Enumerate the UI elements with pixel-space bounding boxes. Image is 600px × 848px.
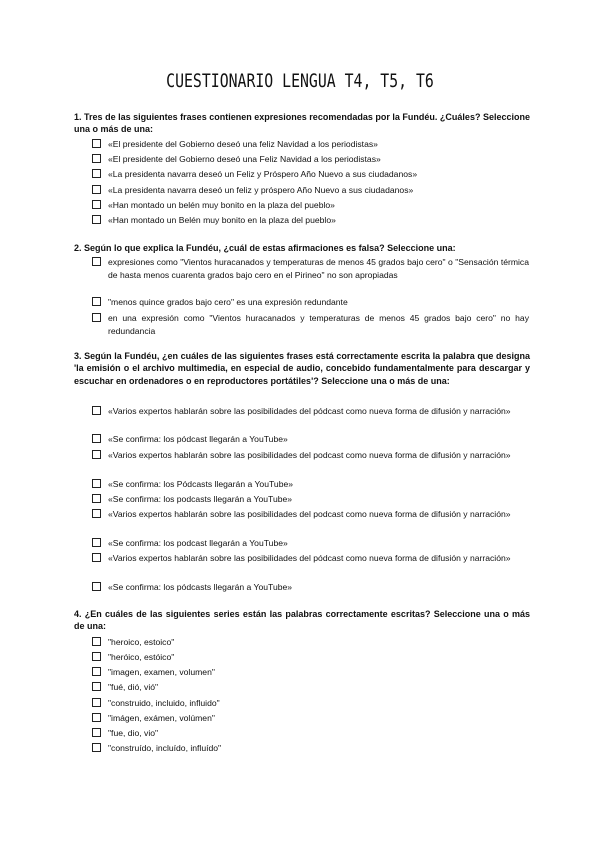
checkbox[interactable] bbox=[92, 509, 101, 518]
checkbox[interactable] bbox=[92, 313, 101, 322]
checkbox[interactable] bbox=[92, 667, 101, 676]
checkbox[interactable] bbox=[92, 582, 101, 591]
checkbox[interactable] bbox=[92, 713, 101, 722]
document-page: CUESTIONARIO LENGUA T4, T5, T6 1. Tres de las siguientes frases contienen expresiones recomendadas por la Fundéu. ¿Cuáles? Seleccione una o más de una: «El presidente del Gobierno deseó una feliz Navidad a los periodistas» «El presidente del Gobierno deseó una Feliz Navidad a los periodistas» «La presidenta navarra deseó un Feliz y Próspero Año Nuevo a sus ciudadanos» «La presidenta navarra deseó un feliz y próspero Año Nuevo a sus ciudadanos» «Han montado un belén muy bonito en la plaza del pueblo» «Han montado un Belén muy bonito en la plaza del pueblo» 2. Según lo que explica la Fundéu, ¿cuál de estas afirmaciones es falsa? Seleccione una: expresiones como "Vientos huracanados y temperaturas de menos 45 grados bajo cero" o "Sensación térmica de hasta menos cuarenta grados bajo cero en el Pirineo" no son apropiadas "menos quince grados bajo cero" es una expresión redundante en una expresión como "Vientos huracanados y temperaturas de menos 45 grados bajo cero" no hay redundancia 3. Según la Fundéu, ¿en cuáles de las siguientes frases está correctamente escrita la palabra que designa 'la emisión o el archivo multimedia, en especial de audio, concebido fundamentalmente para descargar y escuchar en ordenadores o en reproductores portátiles'? Seleccione una o más de una: «Varios expertos hablarán sobre las posibilidades del pódcast como nueva forma de difusión y narración» «Se confirma: los pódcast llegarán a YouTube» «Varios expertos hablarán sobre las posibilidades del podcast como nueva forma de difusión y narración» «Se confirma: los Pódcasts llegarán a YouTube» «Se confirma: los podcasts llegarán a YouTube» «Varios expertos hablarán sobre las posibilidades del podcast como nueva forma de difusión y narración» «Se confirma: los podcast llegarán a YouTube» «Varios expertos hablarán sobre las posibilidades del pódcast como nueva forma de difusión y narración» «Se confirma: los pódcasts llegarán a YouTube» 4. ¿En cuáles de las siguientes series están las palabras correctamente escritas? Seleccione una o más de una: "heroico, estoico" "heróico, estóico" "imagen, examen, volumen" "fué, dió, vió" "construido, incluido, influido" "imágen, exámen, volúmen" "fue, dio, vio" "construído, incluído, influído" bbox=[0, 0, 600, 848]
checkbox[interactable] bbox=[92, 215, 101, 224]
question-4-heading: 4. ¿En cuáles de las siguientes series están las palabras correctamente escritas? Seleccione una o más de una: bbox=[74, 609, 530, 632]
checkbox[interactable] bbox=[92, 450, 101, 459]
question-1-heading: 1. Tres de las siguientes frases contienen expresiones recomendadas por la Fundéu. ¿Cuáles? Seleccione una o más de una: bbox=[74, 112, 530, 135]
checkbox[interactable] bbox=[92, 185, 101, 194]
page-title: CUESTIONARIO LENGUA T4, T5, T6 bbox=[166, 70, 434, 92]
checkbox[interactable] bbox=[92, 553, 101, 562]
checkbox[interactable] bbox=[92, 494, 101, 503]
checkbox[interactable] bbox=[92, 406, 101, 415]
checkbox[interactable] bbox=[92, 652, 101, 661]
checkbox[interactable] bbox=[92, 538, 101, 547]
checkbox[interactable] bbox=[92, 479, 101, 488]
checkbox[interactable] bbox=[92, 297, 101, 306]
checkbox[interactable] bbox=[92, 682, 101, 691]
question-2-heading: 2. Según lo que explica la Fundéu, ¿cuál de estas afirmaciones es falsa? Seleccione una: bbox=[74, 243, 456, 253]
checkbox[interactable] bbox=[92, 139, 101, 148]
checkbox[interactable] bbox=[92, 637, 101, 646]
checkbox[interactable] bbox=[92, 257, 101, 266]
checkbox[interactable] bbox=[92, 434, 101, 443]
checkbox[interactable] bbox=[92, 743, 101, 752]
checkbox[interactable] bbox=[92, 698, 101, 707]
checkbox[interactable] bbox=[92, 169, 101, 178]
checkbox[interactable] bbox=[92, 200, 101, 209]
checkbox[interactable] bbox=[92, 728, 101, 737]
checkbox[interactable] bbox=[92, 154, 101, 163]
question-3-heading: 3. Según la Fundéu, ¿en cuáles de las siguientes frases está correctamente escrita la palabra que designa 'la emisión o el archivo multimedia, en especial de audio, concebido fundamentalmente para descargar y escuchar en ordenadores o en reproductores portátiles'? Seleccione una o más de una: bbox=[74, 351, 530, 386]
